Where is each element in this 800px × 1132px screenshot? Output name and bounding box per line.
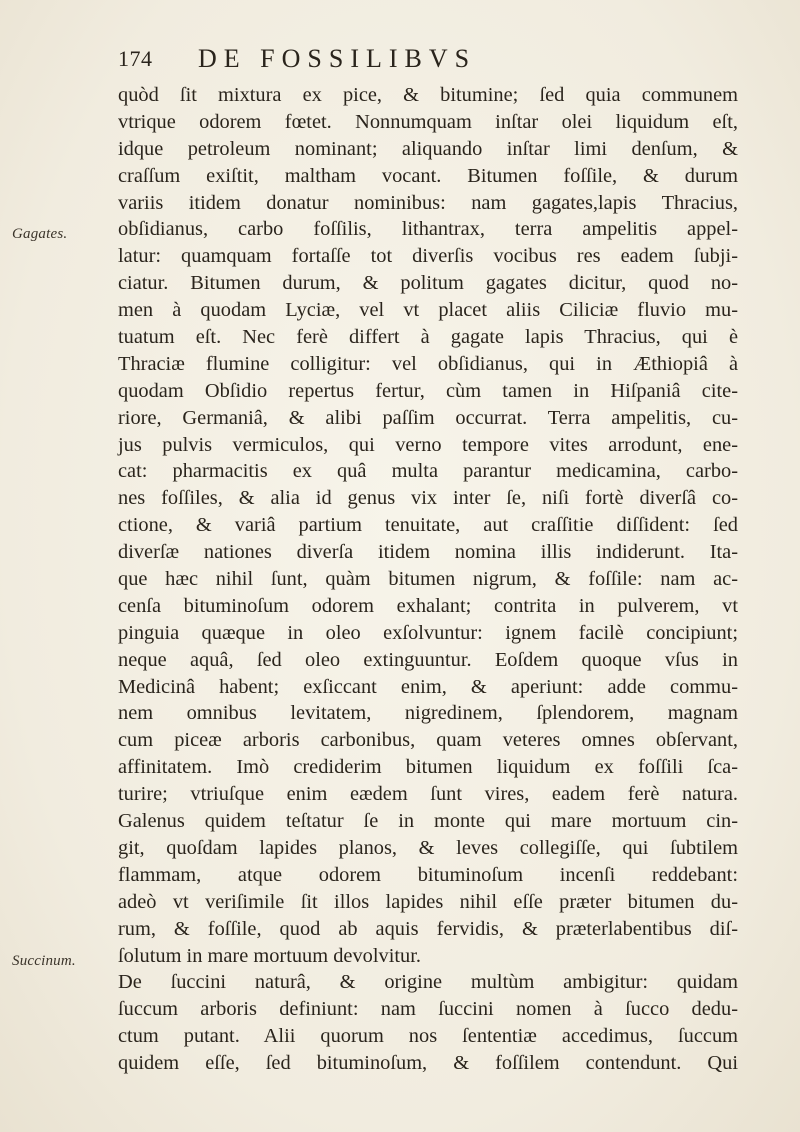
text-line: Galenus quidem teſtatur ſe in monte qui mare mortuum cin-: [118, 810, 738, 833]
text-line: cum piceæ arboris carbonibus, quam veteres omnes obſervant,: [118, 729, 738, 752]
text-line: tuatum eſt. Nec ferè differt à gagate lapis Thracius, qui è: [118, 326, 738, 349]
page-number: 174: [118, 46, 153, 71]
body-text: [118, 82, 738, 1077]
text-line: jus pulvis vermiculos, qui verno tempore vites arrodunt, ene-: [118, 433, 738, 456]
text-line: diverſæ nationes diverſa itidem nomina illis indiderunt. Ita-: [118, 541, 738, 564]
text-line: turire; vtriuſque enim eædem ſunt vires, eadem ferè natura.: [118, 783, 738, 806]
text-line: latur: quamquam fortaſſe tot diverſis vocibus res eadem ſubji-: [118, 245, 738, 268]
text-line: flammam, atque odorem bituminoſum incenſi reddebant:: [118, 863, 738, 886]
text-line: quòd ſit mixtura ex pice, & bitumine; ſed quia communem: [118, 84, 738, 106]
text-line: quodam Obſidio repertus fertur, cùm tamen in Hiſpaniâ cite-: [118, 379, 738, 402]
text-line: git, quoſdam lapides planos, & leves collegiſſe, qui ſubtilem: [118, 836, 738, 859]
text-line: ſolutum in mare mortuum devolvitur.: [118, 944, 421, 967]
margin-note-gagates: Gagates.: [12, 226, 68, 242]
running-title: DE FOSSILIBVS: [198, 44, 477, 73]
text-line: Thraciæ flumine colligitur: vel obſidianus, qui in Æthiopiâ à: [118, 352, 738, 375]
text-line: variis itidem donatur nominibus: nam gagates,lapis Thracius,: [118, 191, 738, 214]
text-line: vtrique odorem fœtet. Nonnumquam inſtar olei liquidum eſt,: [118, 110, 738, 133]
text-line: craſſum exiſtit, maltham vocant. Bitumen foſſile, & durum: [118, 164, 738, 187]
text-line: ciatur. Bitumen durum, & politum gagates dicitur, quod no-: [118, 272, 738, 295]
text-line: obſidianus, carbo foſſilis, lithantrax, terra ampelitis appel-: [118, 218, 738, 241]
text-line: cat: pharmacitis ex quâ multa parantur medicamina, carbo-: [118, 460, 738, 483]
text-line: affinitatem. Imò crediderim bitumen liquidum ex foſſili ſca-: [118, 756, 738, 779]
text-line: nem omnibus levitatem, nigredinem, ſplendorem, magnam: [118, 702, 738, 725]
text-line: quidem eſſe, ſed bituminoſum, & foſſilem contendunt. Qui: [118, 1052, 738, 1075]
text-line: nes foſſiles, & alia id genus vix inter ſe, niſi fortè diverſâ co-: [118, 487, 738, 510]
text-line: idque petroleum nominant; aliquando inſtar limi denſum, &: [118, 137, 738, 160]
text-line: Medicinâ habent; exſiccant enim, & aperiunt: adde commu-: [118, 675, 738, 698]
text-line: ctione, & variâ partium tenuitate, aut craſſitie diſſident: ſed: [118, 514, 738, 537]
margin-note-succinum: Succinum.: [12, 953, 76, 969]
text-line: ctum putant. Alii quorum nos ſententiæ accedimus, ſuccum: [118, 1025, 738, 1048]
text-line: adeò vt veriſimile ſit illos lapides nihil eſſe præter bitumen du-: [118, 890, 738, 913]
text-line: cenſa bituminoſum odorem exhalant; contrita in pulverem, vt: [118, 594, 738, 617]
text-line: ſuccum arboris definiunt: nam ſuccini nomen à ſucco dedu-: [118, 998, 738, 1021]
text-line: rum, & foſſile, quod ab aquis fervidis, & præterlabentibus diſ-: [118, 917, 738, 940]
text-line: men à quodam Lyciæ, vel vt placet aliis Ciliciæ fluvio mu-: [118, 299, 738, 322]
text-line: De ſuccini naturâ, & origine multùm ambigitur: quidam: [118, 971, 738, 994]
text-line: pinguia quæque in oleo exſolvuntur: ignem facilè concipiunt;: [118, 621, 738, 644]
text-line: neque aquâ, ſed oleo extinguuntur. Eoſdem quoque vſus in: [118, 648, 738, 671]
page-header: [118, 44, 718, 78]
text-line: que hæc nihil ſunt, quàm bitumen nigrum, & foſſile: nam ac-: [118, 568, 738, 591]
text-line: riore, Germaniâ, & alibi paſſim occurrat. Terra ampelitis, cu-: [118, 406, 738, 429]
